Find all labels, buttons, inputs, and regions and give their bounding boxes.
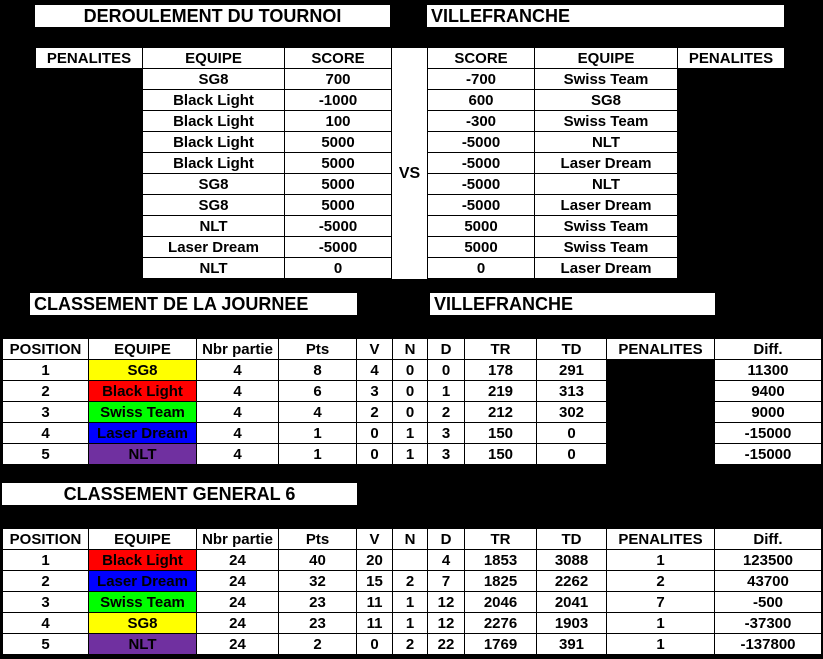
right-score-cell: -5000 xyxy=(428,132,535,153)
column-header: Nbr partie xyxy=(197,339,279,360)
left-team-cell: Black Light xyxy=(143,132,285,153)
penalty-cell-right xyxy=(678,216,785,237)
column-header: V xyxy=(357,529,393,550)
v-cell: 11 xyxy=(357,613,393,634)
penalty-cell-left xyxy=(36,69,143,90)
tr-cell: 150 xyxy=(465,444,537,465)
ranking-row xyxy=(3,634,822,655)
penalty-cell-left xyxy=(36,174,143,195)
v-cell: 0 xyxy=(357,444,393,465)
penalty-cell-right xyxy=(678,90,785,111)
day-ranking-title: CLASSEMENT DE LA JOURNEE xyxy=(30,293,357,315)
d-cell: 3 xyxy=(428,423,465,444)
tr-cell: 178 xyxy=(465,360,537,381)
position-cell: 5 xyxy=(3,444,89,465)
column-header: V xyxy=(357,339,393,360)
td-cell: 0 xyxy=(537,444,607,465)
pts-cell: 6 xyxy=(279,381,357,402)
penalty-cell-right xyxy=(678,153,785,174)
right-score-cell: -5000 xyxy=(428,174,535,195)
d-cell: 4 xyxy=(428,550,465,571)
games-cell: 4 xyxy=(197,402,279,423)
right-score-cell: -300 xyxy=(428,111,535,132)
left-score-cell: -5000 xyxy=(285,237,392,258)
right-score-cell: 600 xyxy=(428,90,535,111)
d-cell: 1 xyxy=(428,381,465,402)
d-cell: 12 xyxy=(428,592,465,613)
left-team-cell: SG8 xyxy=(143,174,285,195)
team-name-cell: SG8 xyxy=(89,360,197,381)
right-team-cell: Laser Dream xyxy=(535,195,678,216)
left-team-cell: SG8 xyxy=(143,195,285,216)
left-score-cell: 100 xyxy=(285,111,392,132)
td-cell: 2262 xyxy=(537,571,607,592)
pts-cell: 32 xyxy=(279,571,357,592)
pts-cell: 1 xyxy=(279,444,357,465)
left-team-cell: Black Light xyxy=(143,90,285,111)
left-score-cell: 700 xyxy=(285,69,392,90)
diff-cell: -15000 xyxy=(715,423,822,444)
diff-cell: -500 xyxy=(715,592,822,613)
right-team-cell: NLT xyxy=(535,174,678,195)
pts-cell: 23 xyxy=(279,613,357,634)
ranking-row xyxy=(3,423,822,444)
position-cell: 1 xyxy=(3,360,89,381)
header-score-right: SCORE xyxy=(428,48,535,69)
diff-cell: -37300 xyxy=(715,613,822,634)
td-cell: 302 xyxy=(537,402,607,423)
td-cell: 3088 xyxy=(537,550,607,571)
left-team-cell: Laser Dream xyxy=(143,237,285,258)
right-team-cell: NLT xyxy=(535,132,678,153)
penalty-cell: 1 xyxy=(607,550,715,571)
team-name-cell: Laser Dream xyxy=(89,571,197,592)
tournament-title: DEROULEMENT DU TOURNOI xyxy=(35,5,390,27)
left-score-cell: 0 xyxy=(285,258,392,279)
right-team-cell: Swiss Team xyxy=(535,216,678,237)
left-score-cell: 5000 xyxy=(285,195,392,216)
v-cell: 2 xyxy=(357,402,393,423)
column-header: D xyxy=(428,339,465,360)
v-cell: 11 xyxy=(357,592,393,613)
penalty-cell-left xyxy=(36,237,143,258)
header-equipe-right: EQUIPE xyxy=(535,48,678,69)
penalty-cell-right xyxy=(678,195,785,216)
pts-cell: 4 xyxy=(279,402,357,423)
right-team-cell: Laser Dream xyxy=(535,153,678,174)
penalty-cell: 1 xyxy=(607,634,715,655)
ranking-row xyxy=(3,360,822,381)
left-team-cell: NLT xyxy=(143,258,285,279)
column-header: Diff. xyxy=(715,529,822,550)
tr-cell: 150 xyxy=(465,423,537,444)
general-ranking-table xyxy=(2,528,822,655)
column-header: D xyxy=(428,529,465,550)
left-score-cell: 5000 xyxy=(285,132,392,153)
team-name-cell: Black Light xyxy=(89,550,197,571)
vs-gap xyxy=(392,48,428,69)
column-header: PENALITES xyxy=(607,339,715,360)
tr-cell: 2276 xyxy=(465,613,537,634)
left-score-cell: -5000 xyxy=(285,216,392,237)
column-header: Pts xyxy=(279,339,357,360)
penalty-cell: 1 xyxy=(607,613,715,634)
pts-cell: 1 xyxy=(279,423,357,444)
tr-cell: 1853 xyxy=(465,550,537,571)
penalty-cell-right xyxy=(678,132,785,153)
ranking-row xyxy=(3,550,822,571)
penalty-cell-right xyxy=(678,237,785,258)
general-header-row xyxy=(3,529,822,550)
penalty-cell-left xyxy=(36,195,143,216)
left-team-cell: SG8 xyxy=(143,69,285,90)
right-score-cell: 0 xyxy=(428,258,535,279)
left-team-cell: Black Light xyxy=(143,111,285,132)
n-cell: 2 xyxy=(393,634,428,655)
d-cell: 2 xyxy=(428,402,465,423)
penalty-cell: 7 xyxy=(607,592,715,613)
n-cell: 1 xyxy=(393,423,428,444)
d-cell: 12 xyxy=(428,613,465,634)
column-header: TD xyxy=(537,339,607,360)
penalty-cell xyxy=(607,360,715,381)
penalty-cell-right xyxy=(678,69,785,90)
penalty-cell-right xyxy=(678,174,785,195)
ranking-row xyxy=(3,613,822,634)
penalty-cell-left xyxy=(36,216,143,237)
team-name-cell: Black Light xyxy=(89,381,197,402)
n-cell xyxy=(393,550,428,571)
penalty-cell-left xyxy=(36,258,143,279)
left-score-cell: 5000 xyxy=(285,153,392,174)
right-score-cell: -5000 xyxy=(428,195,535,216)
column-header: POSITION xyxy=(3,339,89,360)
diff-cell: 9400 xyxy=(715,381,822,402)
column-header: N xyxy=(393,529,428,550)
penalty-cell-left xyxy=(36,111,143,132)
tr-cell: 2046 xyxy=(465,592,537,613)
games-cell: 24 xyxy=(197,592,279,613)
header-penalites-left: PENALITES xyxy=(36,48,143,69)
column-header: Pts xyxy=(279,529,357,550)
d-cell: 3 xyxy=(428,444,465,465)
diff-cell: 123500 xyxy=(715,550,822,571)
right-team-cell: Swiss Team xyxy=(535,237,678,258)
td-cell: 0 xyxy=(537,423,607,444)
pts-cell: 40 xyxy=(279,550,357,571)
match-header-row xyxy=(36,48,785,69)
match-results-table xyxy=(35,47,785,279)
right-team-cell: Swiss Team xyxy=(535,69,678,90)
match-row xyxy=(36,69,785,90)
team-name-cell: Swiss Team xyxy=(89,402,197,423)
v-cell: 0 xyxy=(357,634,393,655)
diff-cell: 43700 xyxy=(715,571,822,592)
vs-label: VS xyxy=(392,69,428,279)
diff-cell: 11300 xyxy=(715,360,822,381)
tr-cell: 1769 xyxy=(465,634,537,655)
position-cell: 3 xyxy=(3,402,89,423)
games-cell: 24 xyxy=(197,634,279,655)
v-cell: 3 xyxy=(357,381,393,402)
position-cell: 3 xyxy=(3,592,89,613)
pts-cell: 2 xyxy=(279,634,357,655)
left-team-cell: NLT xyxy=(143,216,285,237)
n-cell: 1 xyxy=(393,444,428,465)
games-cell: 4 xyxy=(197,444,279,465)
column-header: PENALITES xyxy=(607,529,715,550)
games-cell: 4 xyxy=(197,360,279,381)
position-cell: 4 xyxy=(3,423,89,444)
ranking-row xyxy=(3,444,822,465)
v-cell: 15 xyxy=(357,571,393,592)
day-ranking-place: VILLEFRANCHE xyxy=(430,293,715,315)
td-cell: 291 xyxy=(537,360,607,381)
right-score-cell: 5000 xyxy=(428,237,535,258)
position-cell: 2 xyxy=(3,381,89,402)
penalty-cell xyxy=(607,402,715,423)
tr-cell: 212 xyxy=(465,402,537,423)
penalty-cell-left xyxy=(36,132,143,153)
n-cell: 1 xyxy=(393,592,428,613)
ranking-row xyxy=(3,402,822,423)
penalty-cell xyxy=(607,423,715,444)
n-cell: 0 xyxy=(393,402,428,423)
tr-cell: 1825 xyxy=(465,571,537,592)
games-cell: 24 xyxy=(197,613,279,634)
n-cell: 0 xyxy=(393,360,428,381)
diff-cell: -15000 xyxy=(715,444,822,465)
column-header: Nbr partie xyxy=(197,529,279,550)
header-equipe-left: EQUIPE xyxy=(143,48,285,69)
diff-cell: -137800 xyxy=(715,634,822,655)
column-header: Diff. xyxy=(715,339,822,360)
d-cell: 0 xyxy=(428,360,465,381)
n-cell: 1 xyxy=(393,613,428,634)
ranking-row xyxy=(3,571,822,592)
n-cell: 2 xyxy=(393,571,428,592)
team-name-cell: SG8 xyxy=(89,613,197,634)
ranking-row xyxy=(3,592,822,613)
td-cell: 391 xyxy=(537,634,607,655)
n-cell: 0 xyxy=(393,381,428,402)
games-cell: 24 xyxy=(197,571,279,592)
right-score-cell: -5000 xyxy=(428,153,535,174)
header-score-left: SCORE xyxy=(285,48,392,69)
column-header: EQUIPE xyxy=(89,529,197,550)
penalty-cell: 2 xyxy=(607,571,715,592)
v-cell: 0 xyxy=(357,423,393,444)
team-name-cell: NLT xyxy=(89,444,197,465)
penalty-cell xyxy=(607,381,715,402)
games-cell: 4 xyxy=(197,423,279,444)
left-team-cell: Black Light xyxy=(143,153,285,174)
games-cell: 4 xyxy=(197,381,279,402)
team-name-cell: NLT xyxy=(89,634,197,655)
column-header: N xyxy=(393,339,428,360)
right-score-cell: 5000 xyxy=(428,216,535,237)
v-cell: 4 xyxy=(357,360,393,381)
left-score-cell: -1000 xyxy=(285,90,392,111)
column-header: TR xyxy=(465,529,537,550)
penalty-cell-right xyxy=(678,258,785,279)
position-cell: 4 xyxy=(3,613,89,634)
diff-cell: 9000 xyxy=(715,402,822,423)
penalty-cell-left xyxy=(36,90,143,111)
penalty-cell-right xyxy=(678,111,785,132)
position-cell: 1 xyxy=(3,550,89,571)
right-team-cell: Laser Dream xyxy=(535,258,678,279)
pts-cell: 8 xyxy=(279,360,357,381)
td-cell: 2041 xyxy=(537,592,607,613)
games-cell: 24 xyxy=(197,550,279,571)
tournament-place: VILLEFRANCHE xyxy=(427,5,784,27)
ranking-row xyxy=(3,381,822,402)
right-score-cell: -700 xyxy=(428,69,535,90)
right-team-cell: Swiss Team xyxy=(535,111,678,132)
team-name-cell: Laser Dream xyxy=(89,423,197,444)
right-team-cell: SG8 xyxy=(535,90,678,111)
penalty-cell-left xyxy=(36,153,143,174)
column-header: TD xyxy=(537,529,607,550)
v-cell: 20 xyxy=(357,550,393,571)
team-name-cell: Swiss Team xyxy=(89,592,197,613)
d-cell: 22 xyxy=(428,634,465,655)
general-ranking-title: CLASSEMENT GENERAL 6 xyxy=(2,483,357,505)
day-ranking-table xyxy=(2,338,822,465)
left-score-cell: 5000 xyxy=(285,174,392,195)
td-cell: 1903 xyxy=(537,613,607,634)
pts-cell: 23 xyxy=(279,592,357,613)
header-penalites-right: PENALITES xyxy=(678,48,785,69)
penalty-cell xyxy=(607,444,715,465)
position-cell: 2 xyxy=(3,571,89,592)
column-header: EQUIPE xyxy=(89,339,197,360)
position-cell: 5 xyxy=(3,634,89,655)
column-header: TR xyxy=(465,339,537,360)
d-cell: 7 xyxy=(428,571,465,592)
tr-cell: 219 xyxy=(465,381,537,402)
column-header: POSITION xyxy=(3,529,89,550)
td-cell: 313 xyxy=(537,381,607,402)
day-header-row xyxy=(3,339,822,360)
